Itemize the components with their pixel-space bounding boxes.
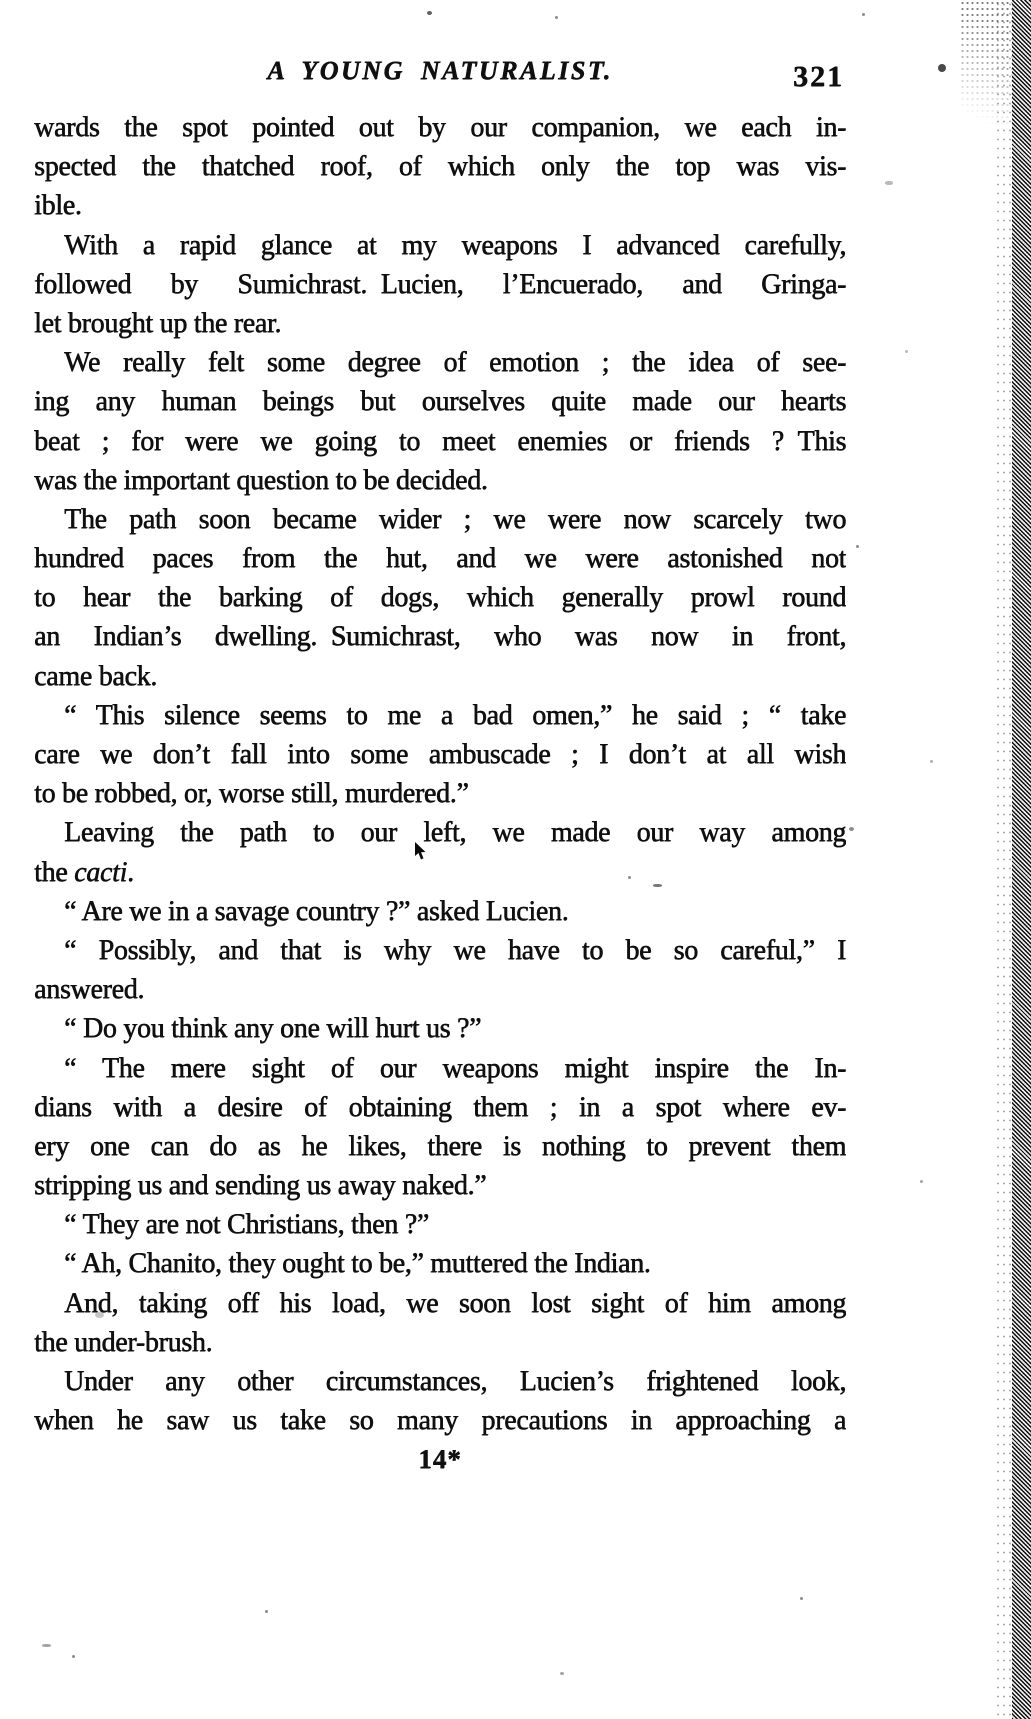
text-line: to be robbed, or, worse still, murdered.” <box>34 778 469 810</box>
text-line: “ They are not Christians, then ?” <box>64 1209 429 1241</box>
scan-speck <box>560 1672 564 1675</box>
text-line: the under-brush. <box>34 1326 213 1358</box>
scan-speck <box>628 876 631 879</box>
text-line: “ Are we in a savage country ?” asked Lucien. <box>64 895 569 927</box>
text-line: hundred paces from the hut, and we were astonished not <box>34 543 846 575</box>
mouse-cursor <box>414 842 429 862</box>
scan-noise-edge <box>995 0 1012 1719</box>
text-line: ible. <box>34 190 82 222</box>
text-line: to hear the barking of dogs, which generally prowl round <box>34 582 846 614</box>
scan-speck <box>555 16 558 19</box>
paragraph <box>34 343 846 500</box>
paragraph <box>34 696 846 814</box>
text-line: And, taking off his load, we soon lost sight of him among <box>64 1287 846 1319</box>
paragraph <box>34 1362 846 1440</box>
text-line: an Indian’s dwelling. Sumichrast, who was now in front, <box>34 621 846 653</box>
text-line: We really felt some degree of emotion ; the idea of see- <box>64 347 846 379</box>
scan-speck <box>653 884 662 887</box>
text-line: spected the thatched roof, of which only the top was vis- <box>34 151 846 183</box>
scan-speck <box>938 64 946 72</box>
scan-speck <box>95 1312 104 1318</box>
text-line: dians with a desire of obtaining them ; in a spot where ev- <box>34 1091 846 1123</box>
scan-speck <box>849 827 854 831</box>
paragraph <box>34 892 846 931</box>
scan-speck <box>856 545 859 548</box>
text-line: wards the spot pointed out by our companion, we each in- <box>34 112 846 143</box>
binding-shadow <box>1012 0 1031 1719</box>
paragraph <box>34 500 846 696</box>
text-line: when he saw us take so many precautions in approaching a <box>34 1405 846 1437</box>
text-line: ing any human beings but ourselves quite made our hearts <box>34 386 846 418</box>
paragraph <box>34 1049 846 1206</box>
text-line: followed by Sumichrast. Lucien, l’Encuerado, and Gringa- <box>34 268 846 300</box>
text-line: “ Ah, Chanito, they ought to be,” muttered the Indian. <box>64 1248 651 1280</box>
text-line: stripping us and sending us away naked.” <box>34 1170 487 1202</box>
paragraph <box>34 813 846 891</box>
text-line: answered. <box>34 974 145 1006</box>
running-header <box>34 56 846 93</box>
scan-speck <box>930 760 933 763</box>
text-line: Leaving the path to our left, we made our way among <box>64 817 846 849</box>
text-line: the cacti. <box>34 856 134 888</box>
scan-noise-corner <box>960 0 1012 160</box>
text-line: beat ; for were we going to meet enemies or friends ? This <box>34 425 846 457</box>
text-line: let brought up the rear. <box>34 307 282 339</box>
text-line: “ Do you think any one will hurt us ?” <box>64 1013 482 1045</box>
text-line: With a rapid glance at my weapons I advanced carefully, <box>64 229 846 261</box>
scan-speck <box>42 1644 51 1647</box>
paragraph <box>34 1009 846 1048</box>
text-line: was the important question to be decided. <box>34 464 488 496</box>
text-line: The path soon became wider ; we were now scarcely two <box>64 503 846 535</box>
chapter-title: A YOUNG NATURALIST. <box>267 56 613 85</box>
page-number: 321 <box>793 60 844 93</box>
signature-mark: 14* <box>418 1444 462 1474</box>
paragraph <box>34 1284 846 1362</box>
paragraph <box>34 226 846 344</box>
paragraph <box>34 108 846 226</box>
paragraph <box>34 931 846 1009</box>
scan-speck <box>885 181 893 185</box>
scan-speck <box>920 1180 923 1183</box>
scan-speck <box>862 13 865 16</box>
text-line: came back. <box>34 660 157 692</box>
scan-speck <box>800 1597 803 1600</box>
scan-speck <box>72 1655 75 1658</box>
scan-speck <box>265 1610 268 1613</box>
paragraph <box>34 1205 846 1244</box>
text-block <box>34 108 846 1440</box>
scan-speck <box>427 11 432 15</box>
text-line: Under any other circumstances, Lucien’s frightened look, <box>64 1366 846 1397</box>
text-line: “ This silence seems to me a bad omen,” he said ; “ take <box>64 699 846 731</box>
scan-speck <box>905 350 908 353</box>
text-line: ery one can do as he likes, there is nothing to prevent them <box>34 1130 846 1162</box>
text-line: “ Possibly, and that is why we have to be so careful,” I <box>64 934 846 966</box>
text-line: “ The mere sight of our weapons might inspire the In- <box>64 1052 846 1084</box>
paragraph <box>34 1244 846 1283</box>
text-line: care we don’t fall into some ambuscade ; I don’t at all wish <box>34 739 846 770</box>
